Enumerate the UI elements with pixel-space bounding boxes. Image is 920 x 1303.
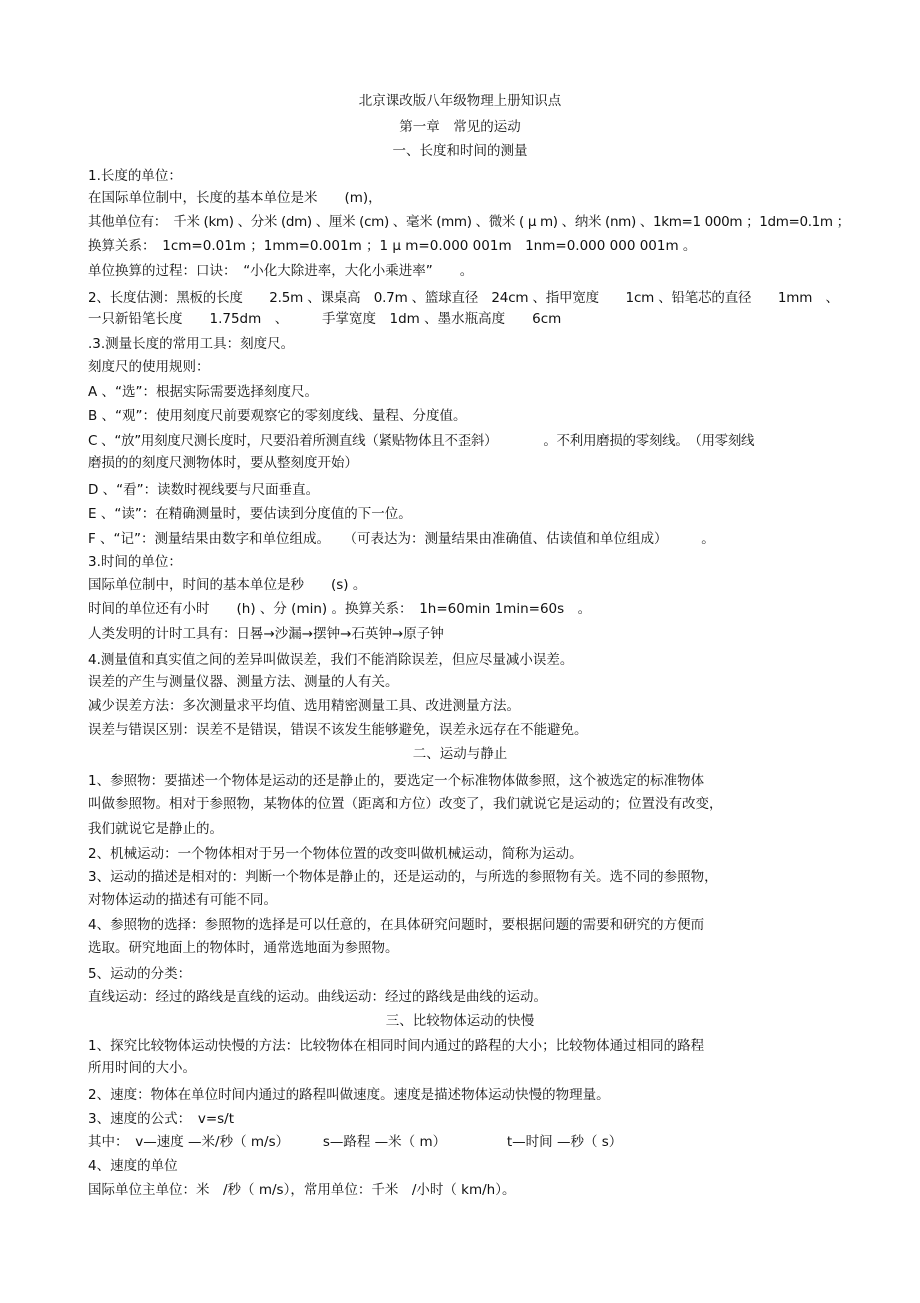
paragraph-line: 选取。研究地面上的物体时，通常选地面为参照物。 — [88, 940, 399, 956]
paragraph-line: 2、速度：物体在单位时间内通过的路程叫做速度。速度是描述物体运动快慢的物理量。 — [88, 1087, 610, 1103]
paragraph-line: B 、“观”：使用刻度尺前要观察它的零刻度线、量程、分度值。 — [88, 408, 467, 424]
paragraph-line: 人类发明的计时工具有：日晷→沙漏→摆钟→石英钟→原子钟 — [88, 626, 444, 642]
paragraph-line: 2、长度估测：黑板的长度 2.5m 、课桌高 0.7m 、篮球直径 24cm 、指甲宽度 1cm 、铅笔芯的直径 1mm 、 — [88, 290, 839, 306]
paragraph-line: 5、运动的分类： — [88, 966, 192, 982]
paragraph-line: 3、运动的描述是相对的：判断一个物体是静止的，还是运动的，与所选的参照物有关。选不同的参照物， — [88, 869, 718, 885]
paragraph-line: 刻度尺的使用规则： — [88, 359, 210, 375]
paragraph-line: D 、“看”：读数时视线要与尺面垂直。 — [88, 482, 320, 498]
paragraph-line: E 、“读”：在精确测量时，要估读到分度值的下一位。 — [88, 506, 412, 522]
paragraph-line: 减少误差方法：多次测量求平均值、选用精密测量工具、改进测量方法。 — [88, 698, 520, 714]
paragraph-line: 国际单位主单位：米 /秒（ m/s），常用单位：千米 /小时（ km/h）。 — [88, 1182, 516, 1198]
paragraph-line: C 、“放”用刻度尺测长度时，尺要沿着所测直线（紧贴物体且不歪斜） 。不利用磨损的零刻线。 （用零刻线 — [88, 433, 755, 449]
paragraph-line: 直线运动：经过的路线是直线的运动。曲线运动：经过的路线是曲线的运动。 — [88, 989, 547, 1005]
paragraph-line: 4、参照物的选择：参照物的选择是可以任意的，在具体研究问题时，要根据问题的需要和研究的方便而 — [88, 917, 705, 933]
paragraph-line: A 、“选”：根据实际需要选择刻度尺。 — [88, 384, 319, 400]
paragraph-line: 所用时间的大小。 — [88, 1060, 196, 1076]
paragraph-line: 时间的单位还有小时 (h) 、分 (min) 。换算关系： 1h=60min 1min=60s 。 — [88, 601, 592, 617]
doc-title: 北京课改版八年级物理上册知识点 — [358, 93, 562, 109]
paragraph-line: 我们就说它是静止的。 — [88, 821, 223, 837]
paragraph-line: 国际单位制中，时间的基本单位是秒 (s) 。 — [88, 577, 367, 593]
paragraph-line: 叫做参照物。相对于参照物，某物体的位置（距离和方位）改变了，我们就说它是运动的；位置没有改变， — [88, 796, 723, 812]
paragraph-line: 误差的产生与测量仪器、测量方法、测量的人有关。 — [88, 674, 399, 690]
paragraph-line: 1、参照物：要描述一个物体是运动的还是静止的，要选定一个标准物体做参照，这个被选定的标准物体 — [88, 773, 705, 789]
paragraph-line: 对物体运动的描述有可能不同。 — [88, 892, 277, 908]
paragraph-line: 1、探究比较物体运动快慢的方法：比较物体在相同时间内通过的路程的大小；比较物体通过相同的路程 — [88, 1038, 705, 1054]
paragraph-line: 1.长度的单位： — [88, 168, 182, 184]
paragraph-line: 2、机械运动：一个物体相对于另一个物体位置的改变叫做机械运动，简称为运动。 — [88, 846, 583, 862]
paragraph-line: 4.测量值和真实值之间的差异叫做误差，我们不能消除误差，但应尽量减小误差。 — [88, 652, 574, 668]
paragraph-line: 其中： v—速度 —米/秒（ m/s） s—路程 —米（ m） t—时间 —秒（ s） — [88, 1134, 623, 1150]
paragraph-line: F 、“记”：测量结果由数字和单位组成。 （可表达为：测量结果由准确值、估读值和单位组成） 。 — [88, 531, 715, 547]
paragraph-line: 误差与错误区别：误差不是错误，错误不该发生能够避免，误差永远存在不能避免。 — [88, 722, 588, 738]
paragraph-line: 在国际单位制中，长度的基本单位是米 (m)， — [88, 190, 382, 206]
section-heading: 一、长度和时间的测量 — [392, 143, 528, 159]
paragraph-line: 其他单位有： 千米 (km) 、分米 (dm) 、厘米 (cm) 、毫米 (mm) 、微米 ( μ m) 、纳米 (nm) 、1km=1 000m ；1dm=0.1m ； — [88, 214, 850, 230]
paragraph-line: 换算关系： 1cm=0.01m ；1mm=0.001m ；1 μ m=0.000 001m 1nm=0.000 000 001m 。 — [88, 238, 697, 254]
paragraph-line: .3.测量长度的常用工具：刻度尺。 — [88, 336, 295, 352]
chapter-title: 第一章 常见的运动 — [399, 119, 521, 135]
paragraph-line: 4、速度的单位 — [88, 1158, 178, 1174]
paragraph-line: 单位换算的过程：口诀： “小化大除进率，大化小乘进率” 。 — [88, 263, 474, 279]
paragraph-line: 3、速度的公式： v=s/t — [88, 1111, 235, 1127]
section-heading: 三、比较物体运动的快慢 — [385, 1013, 535, 1029]
section-heading: 二、运动与静止 — [412, 746, 508, 762]
paragraph-line: 一只新铅笔长度 1.75dm 、 手掌宽度 1dm 、墨水瓶高度 6cm — [88, 311, 562, 327]
paragraph-line: 磨损的的刻度尺测物体时，要从整刻度开始） — [88, 455, 358, 471]
paragraph-line: 3.时间的单位： — [88, 554, 182, 570]
